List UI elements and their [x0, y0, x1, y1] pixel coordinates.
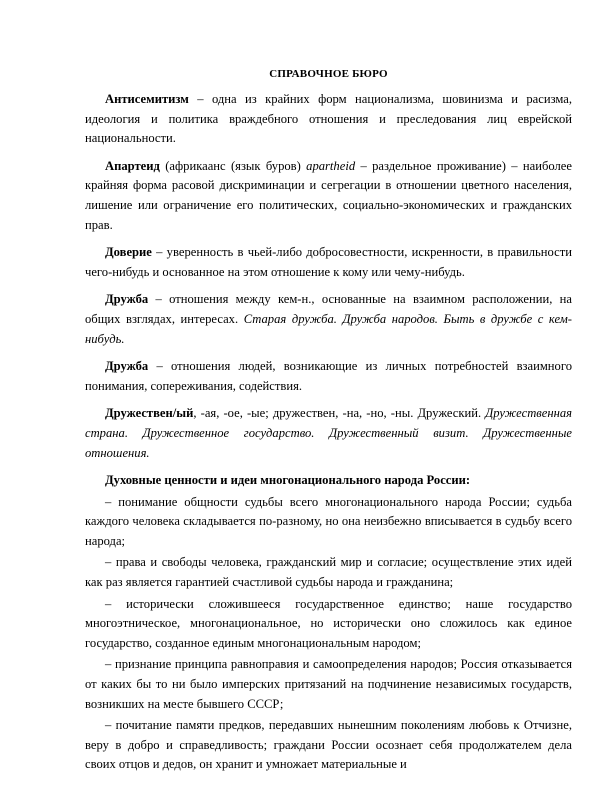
- entry-antisemitism: [85, 90, 572, 149]
- entry-examples: Старая дружба. Дружба народов. Быть в дружбе с кем-нибудь.: [85, 311, 572, 346]
- values-item: – признание принципа равноправия и самоопределения народов; Россия отказывается от каких бы то ни было имперских притязаний на подчинение независимых государств, возникших на месте бывшего СССР;: [85, 657, 572, 711]
- values-item: – исторически сложившееся государственное единство; наше государство многоэтническое, многонациональное, но исторически оно сложилось как единое государство, созданное единым многонациональным народом;: [85, 596, 572, 650]
- entry-definition-prefix: (африкаанс (язык буров): [159, 158, 307, 173]
- values-item: – права и свободы человека, гражданский мир и согласие; осуществление этих идей как раз является гарантией счастливой судьбы народа и гражданина;: [85, 555, 572, 590]
- values-item: – почитание памяти предков, передавших нынешним поколениям любовь к Отчизне, веру в добро и справедливость; граждани России осознает себя продолжателем дела своих отцов и дедов, он хранит и умножает материальные и: [85, 718, 572, 772]
- entry-term: Дружествен/ый: [105, 406, 194, 421]
- values-heading-text: Духовные ценности и идеи многонационального народа России:: [105, 473, 471, 488]
- entry-definition: – одна из крайних форм национализма, шовинизма и расизма, идеология и политика враждебного отношения и преследования лиц еврейской национальности.: [85, 92, 572, 146]
- entry-definition: – отношения людей, возникающие из личных потребностей взаимного понимания, сопереживания, содействия.: [85, 359, 572, 393]
- entry-definition: – отношения между кем-н., основанные на взаимном расположении, на общих взглядах, интересах.: [85, 292, 572, 326]
- entry-etymology-word: apartheid: [306, 158, 356, 173]
- entry-term: Дружба: [105, 359, 149, 374]
- entry-term: Доверие: [105, 245, 152, 260]
- entry-definition: – уверенность в чьей-либо добросовестности, искренности, в правильности чего-нибудь и основанное на этом отношение к кому или чему-нибудь.: [85, 245, 572, 279]
- entry-examples: Дружественная страна. Дружественное государство. Дружественный визит. Дружественные отношения.: [85, 406, 572, 460]
- document-title: СПРАВОЧНОЕ БЮРО: [269, 68, 388, 80]
- entry-term: Апартеид: [105, 158, 160, 173]
- entry-friendship-1: [85, 290, 572, 349]
- entry-friendship-2: [85, 357, 572, 396]
- entry-apartheid: [85, 157, 572, 235]
- entry-definition: , -ая, -ое, -ые; дружествен, -на, -но, -ны. Дружеский.: [193, 406, 486, 421]
- entry-trust: [85, 243, 572, 282]
- values-item: – понимание общности судьбы всего многонационального народа России; судьба каждого человека складывается по-разному, но она неизбежно вписывается в судьбу всего народа;: [85, 494, 572, 548]
- entry-term: Антисемитизм: [105, 92, 189, 106]
- entry-friendly: [85, 404, 572, 463]
- entry-definition: – раздельное проживание) – наиболее крайняя форма расовой дискриминации и сегрегации в отношении цветного населения, лишение или ограничение его политических, социально-экономических и гражданских прав.: [85, 158, 572, 232]
- values-heading: [85, 471, 572, 491]
- entry-term: Дружба: [105, 292, 149, 307]
